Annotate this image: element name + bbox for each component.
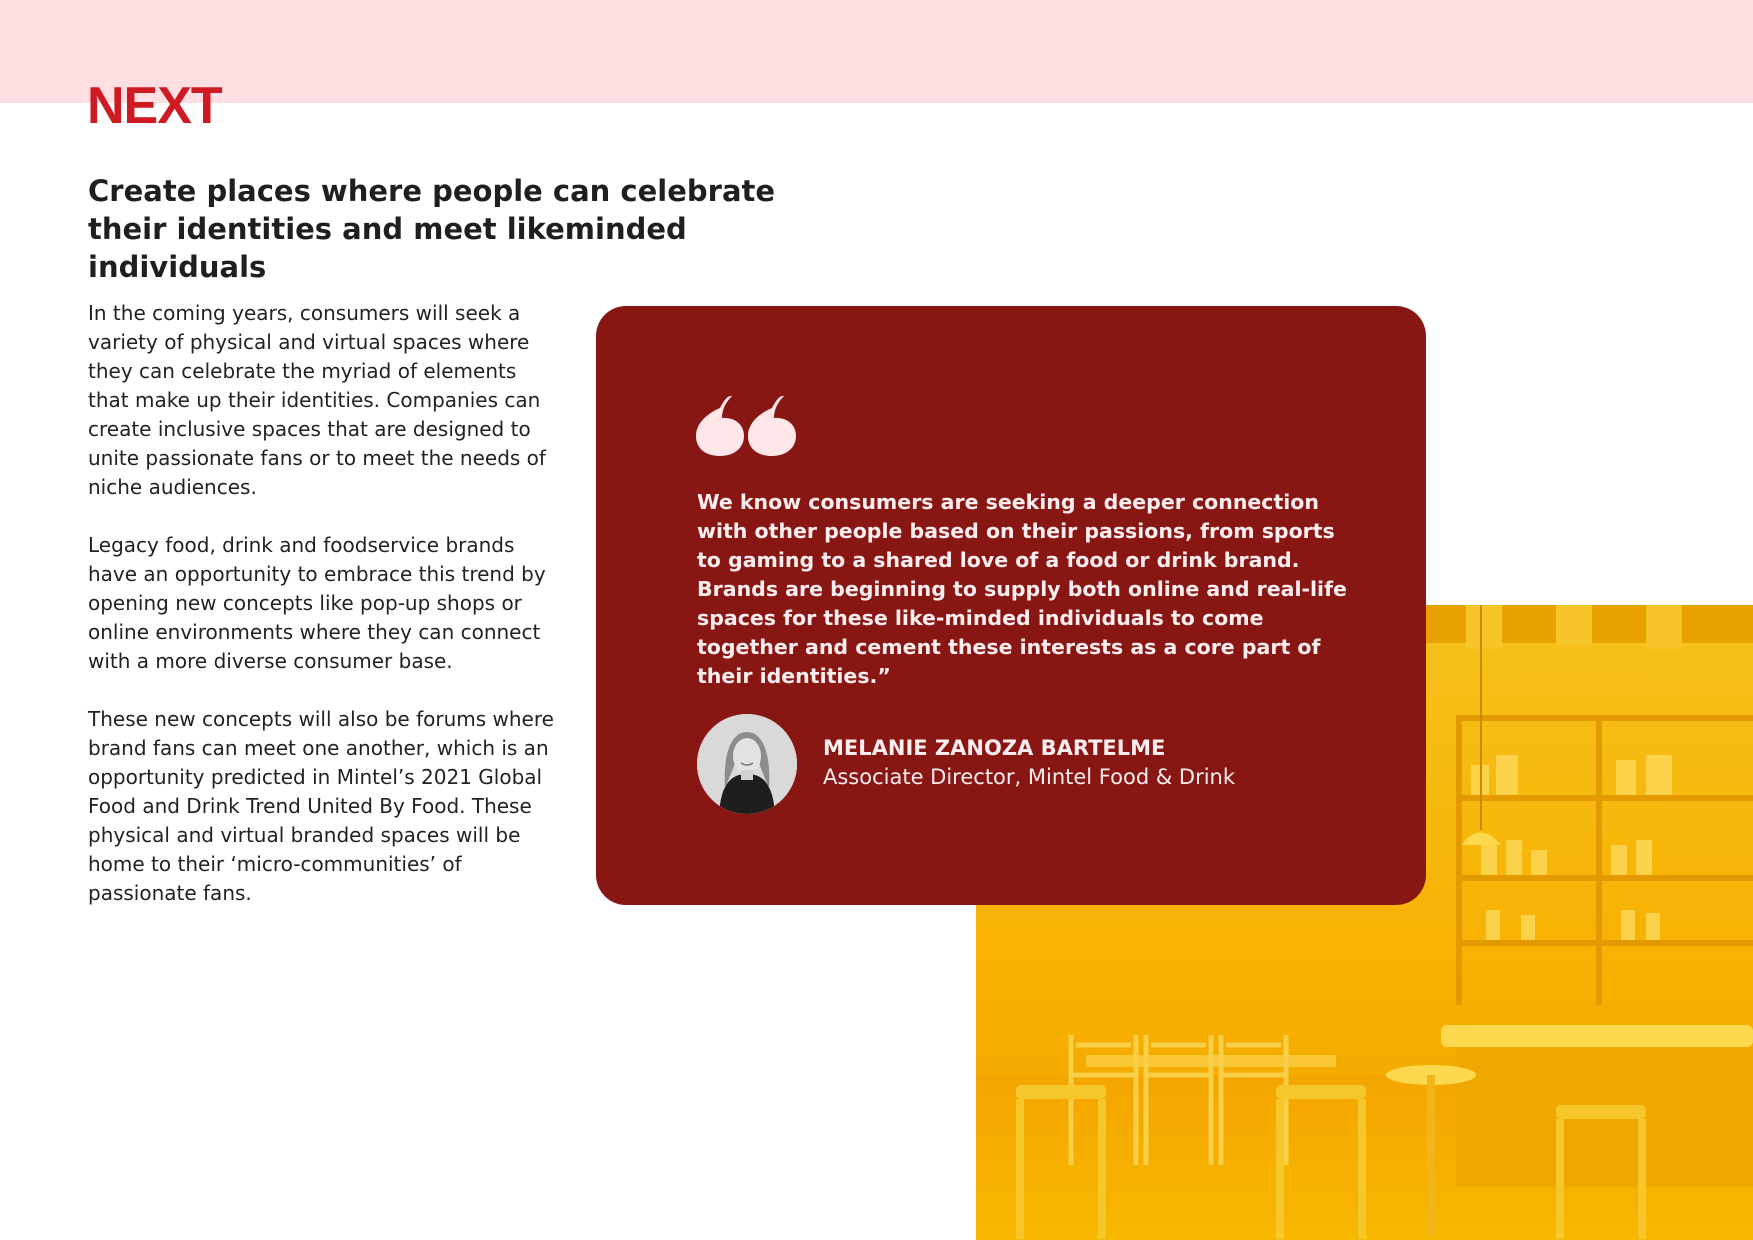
body-paragraph: Legacy food, drink and foodservice brands have an opportunity to embrace this trend by opening new concepts like pop-up shops or online environments where they can connect with a more diverse consumer base.	[88, 533, 546, 673]
body-text-column	[88, 299, 558, 937]
page-headline: Create places where people can celebrate their identities and meet likeminded individuals	[88, 174, 776, 284]
section-label: NEXT	[87, 77, 222, 135]
quote-card	[596, 306, 1426, 905]
quote-mark-icon	[696, 394, 796, 458]
body-paragraph: In the coming years, consumers will seek a variety of physical and virtual spaces where they can celebrate the myriad of elements that make up their identities. Companies can create inclusive spaces that are designed to unite passionate fans or to meet the needs of niche audiences.	[88, 301, 546, 499]
quote-text: We know consumers are seeking a deeper connection with other people based on their passions, from sports to gaming to a shared love of a food or drink brand. Brands are beginning to supply both online and real-life spaces for these like-minded individuals to come together and cement these interests as a core part of their identities.”	[697, 490, 1347, 688]
author-name: MELANIE ZANOZA BARTELME	[823, 736, 1166, 760]
top-band	[0, 0, 1753, 103]
body-paragraph: These new concepts will also be forums where brand fans can meet one another, which is an opportunity predicted in Mintel’s 2021 Global Food and Drink Trend United By Food. These physical and virtual branded spaces will be home to their ‘micro-communities’ of passionate fans.	[88, 707, 554, 905]
author-role: Associate Director, Mintel Food & Drink	[823, 765, 1236, 789]
author-avatar	[697, 714, 797, 814]
